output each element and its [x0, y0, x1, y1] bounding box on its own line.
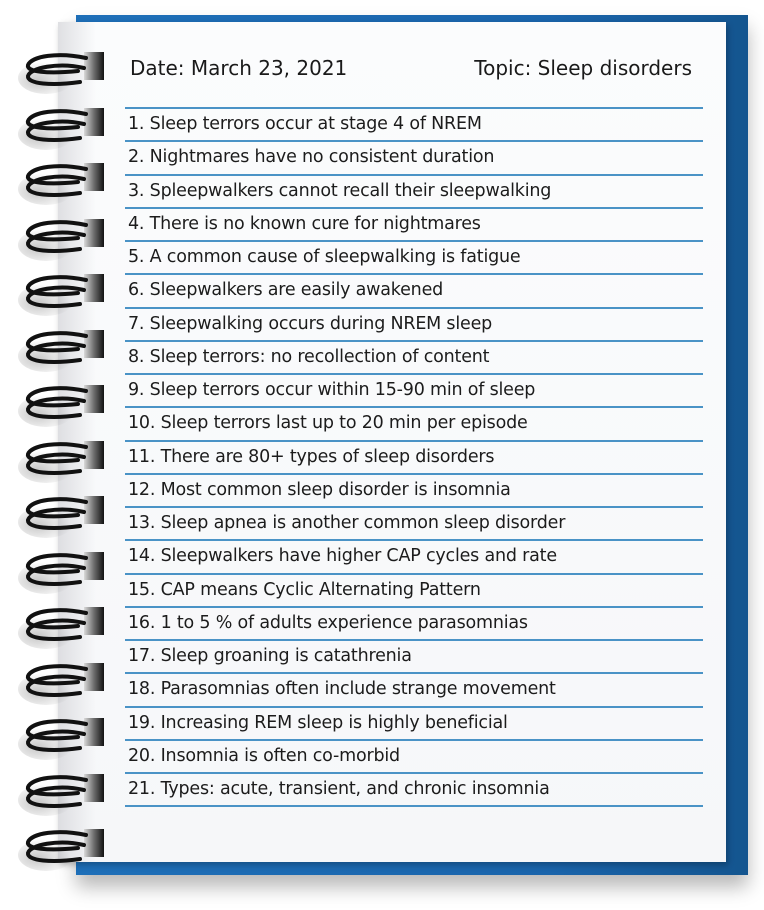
page-header	[130, 56, 692, 86]
note-item: 8. Sleep terrors: no recollection of content	[128, 346, 490, 367]
note-item: 13. Sleep apnea is another common sleep disorder	[128, 513, 566, 533]
spiral-ring-icon	[18, 825, 108, 873]
rule-line	[125, 406, 703, 408]
rule-line	[125, 739, 703, 741]
spiral-ring-icon	[18, 548, 108, 596]
date-label: Date: March 23, 2021	[130, 56, 348, 80]
rule-line	[125, 240, 703, 242]
spiral-ring-icon	[18, 215, 108, 263]
rule-line	[125, 805, 703, 807]
rule-line	[125, 140, 703, 142]
spiral-ring-icon	[18, 492, 108, 540]
spiral-ring-icon	[18, 326, 108, 374]
spiral-ring-icon	[18, 770, 108, 818]
note-item: 17. Sleep groaning is catathrenia	[128, 646, 412, 666]
spiral-ring-icon	[18, 437, 108, 485]
note-item: 9. Sleep terrors occur within 15-90 min of sleep	[128, 380, 536, 400]
rule-line	[125, 207, 703, 209]
rule-line	[125, 639, 703, 641]
note-item: 4. There is no known cure for nightmares	[128, 213, 481, 234]
note-item: 18. Parasomnias often include strange movement	[128, 679, 556, 700]
note-item: 7. Sleepwalking occurs during NREM sleep	[128, 313, 493, 334]
rule-line	[125, 107, 703, 109]
rule-line	[125, 307, 703, 309]
rule-line	[125, 573, 703, 575]
spiral-ring-icon	[18, 603, 108, 651]
spiral-ring-icon	[18, 104, 108, 152]
rule-line	[125, 373, 703, 375]
note-item: 12. Most common sleep disorder is insomnia	[128, 479, 511, 500]
note-item: 20. Insomnia is often co-morbid	[128, 745, 400, 766]
note-item: 1. Sleep terrors occur at stage 4 of NREM	[128, 114, 482, 134]
note-item: 3. Spleepwalkers cannot recall their sleepwalking	[128, 180, 552, 201]
note-item: 14. Sleepwalkers have higher CAP cycles and rate	[128, 546, 557, 567]
rule-line	[125, 440, 703, 442]
rule-line	[125, 706, 703, 708]
note-item: 19. Increasing REM sleep is highly beneficial	[128, 712, 508, 733]
rule-line	[125, 340, 703, 342]
rule-line	[125, 772, 703, 774]
rule-line	[125, 473, 703, 475]
spiral-ring-icon	[18, 659, 108, 707]
rule-line	[125, 273, 703, 275]
spiral-ring-icon	[18, 159, 108, 207]
rule-line	[125, 174, 703, 176]
note-item: 10. Sleep terrors last up to 20 min per episode	[128, 413, 528, 434]
rule-line	[125, 506, 703, 508]
spiral-ring-icon	[18, 381, 108, 429]
note-item: 16. 1 to 5 % of adults experience parasomnias	[128, 612, 528, 633]
spiral-ring-icon	[18, 48, 108, 96]
spiral-ring-icon	[18, 714, 108, 762]
note-item: 2. Nightmares have no consistent duration	[128, 147, 495, 168]
note-item: 21. Types: acute, transient, and chronic insomnia	[128, 779, 550, 799]
spiral-ring-icon	[18, 270, 108, 318]
rule-line	[125, 606, 703, 608]
topic-label: Topic: Sleep disorders	[474, 56, 692, 80]
note-item: 5. A common cause of sleepwalking is fatigue	[128, 247, 521, 267]
note-item: 15. CAP means Cyclic Alternating Pattern	[128, 579, 481, 600]
rule-line	[125, 539, 703, 541]
note-item: 6. Sleepwalkers are easily awakened	[128, 280, 444, 301]
note-item: 11. There are 80+ types of sleep disorders	[128, 446, 495, 467]
rule-line	[125, 672, 703, 674]
